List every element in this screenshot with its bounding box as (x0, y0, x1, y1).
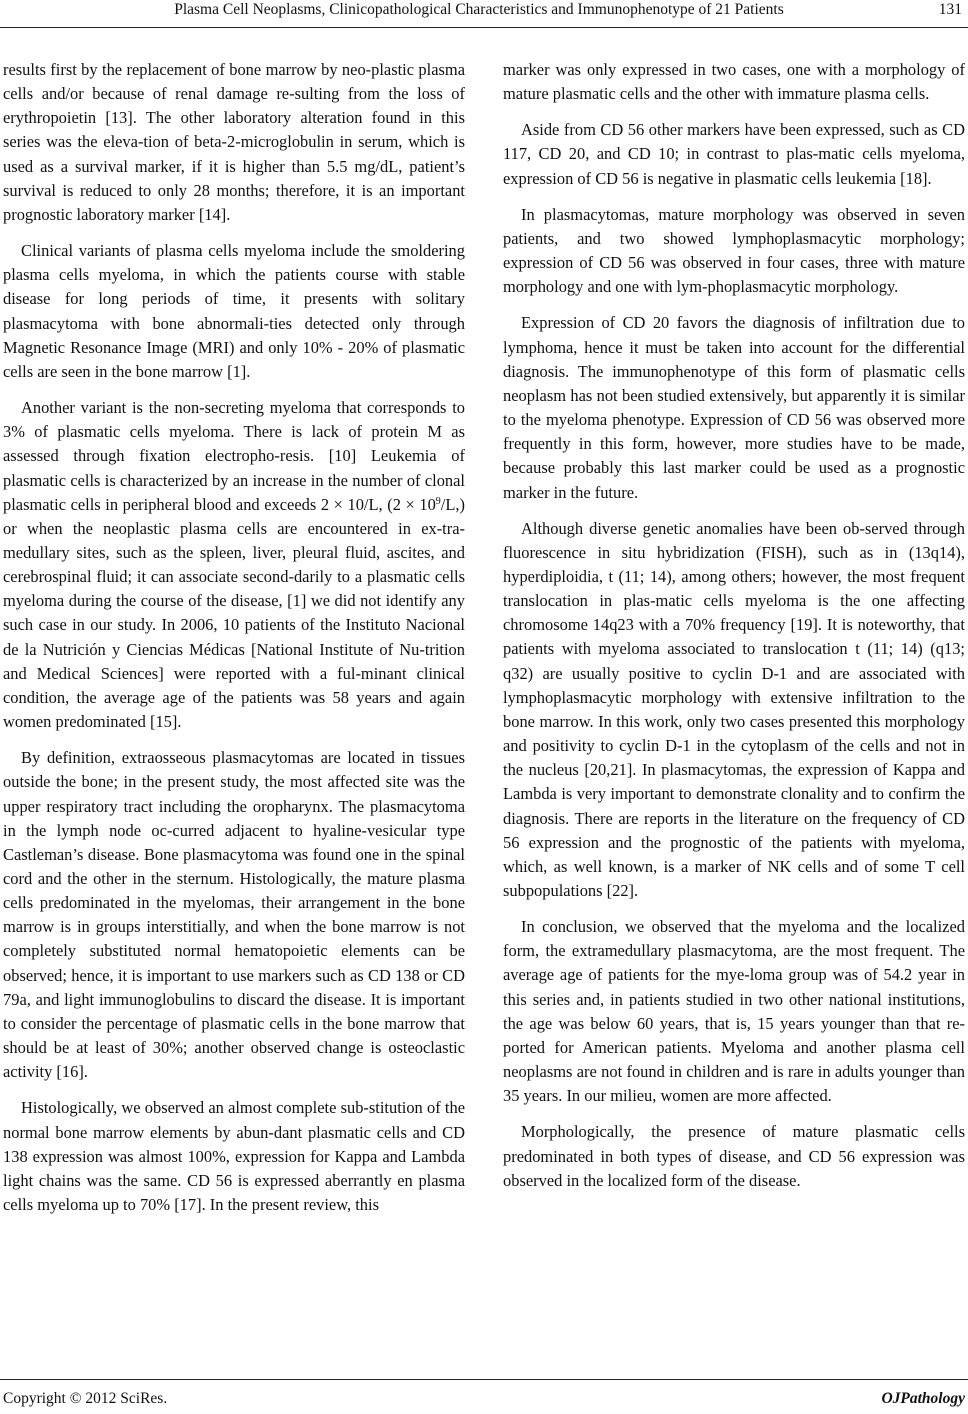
paragraph-text: /L,) or when the neoplastic plasma cells are encountered in ex-tra-medullary sites, such as the spleen, liver, pleural fluid, ascites, and cerebrospinal fluid; it can associate second-darily to a plasmatic cells myeloma during the course of the disease, [1] we did not identify any such case in our study. In 2006, 10 patients of the Instituto Nacional de la Nutrición y Ciencias Médicas [National Institute of Nu-trition and Medical Sciences] were reported with a ful-minant clinical condition, the average age of the patients was 58 years and again women predominated [15]. (3, 494, 465, 732)
paragraph (3, 396, 465, 734)
copyright-notice: Copyright © 2012 SciRes. (3, 1390, 168, 1407)
paragraph: Aside from CD 56 other markers have been expressed, such as CD 117, CD 20, and CD 10; in contrast to plas-matic cells myeloma, expression of CD 56 is negative in plasmatic cells leukemia [18]. (503, 120, 965, 188)
running-header (40, 0, 968, 24)
paragraph: Clinical variants of plasma cells myeloma include the smoldering plasma cells myeloma, in which the patients course with stable disease for long periods of time, it presents with solitary plasmacytoma with bone abnormali-ties detected only through Magnetic Resonance Image (MRI) and only 10% - 20% of plasmatic cells are seen in the bone marrow [1]. (3, 241, 465, 381)
superscript: 9 (435, 495, 441, 507)
page-footer (3, 1389, 965, 1411)
left-column (3, 58, 465, 1229)
paragraph: marker was only expressed in two cases, one with a morphology of mature plasmatic cells and the other with immature plasma cells. (503, 60, 965, 104)
paragraph: results first by the replacement of bone marrow by neo-plastic plasma cells and/or because of renal damage re-sulting from the loss of erythropoietin [13]. The other laboratory alteration found in this series was the eleva-tion of beta-2-microglobulin in serum, which is used as a survival marker, if it is higher than 5.5 mg/dL, patient’s survival is reduced to only 28 months; therefore, it is an important prognostic laboratory marker [14]. (3, 60, 465, 224)
right-column (503, 58, 965, 1205)
paragraph: Morphologically, the presence of mature plasmatic cells predominated in both types of disease, and CD 56 expression was observed in the localized form of the disease. (503, 1122, 965, 1190)
journal-name: OJPathology (881, 1390, 965, 1407)
paragraph: In conclusion, we observed that the myeloma and the localized form, the extramedullary plasmacytoma, are the most frequent. The average age of patients for the mye-loma group was of 54.2 year in this series and, in patients studied in two other national institutions, the age was below 60 years, that is, 15 years younger than that re-ported for American patients. Myeloma and another plasma cell neoplasms are not found in children and is rare in adults younger than 35 years. In our milieu, women are more affected. (503, 917, 965, 1106)
paragraph: Expression of CD 20 favors the diagnosis of infiltration due to lymphoma, hence it must be taken into account for the differential diagnosis. The immunophenotype of this form of plasmatic cells neoplasm has not been studied extensively, but apparently it is similar to the myeloma phenotype. Expression of CD 56 was observed more frequently in this form, however, more studies have to be made, because probably this last marker could be used as a prognostic marker in the future. (503, 313, 965, 502)
paragraph: By definition, extraosseous plasmacytomas are located in tissues outside the bone; in the present study, the most affected site was the upper respiratory tract including the oropharynx. The plasmacytoma in the lymph node oc-curred adjacent to hyaline-vesicular type Castleman’s disease. Bone plasmacytoma was found one in the spinal cord and the other in the sternum. Histologically, the mature plasma cells predominated in the myelomas, their arrangement in the bone marrow is in groups interstitially, and when the bone marrow is not completely substituted normal hematopoietic elements can be observed; hence, it is important to use markers such as CD 138 or CD 79a, and light immunoglobulins to discard the disease. It is important to consider the percentage of plasmatic cells in the bone marrow that should be at least of 30%; another observed change is osteoclastic activity [16]. (3, 748, 465, 1082)
paragraph: In plasmacytomas, mature morphology was observed in seven patients, and two showed lymphoplasmacytic morphology; expression of CD 56 was observed in four cases, three with mature morphology and one with lym-phoplasmacytic morphology. (503, 204, 965, 297)
page-number: 131 (938, 1, 962, 18)
running-title: Plasma Cell Neoplasms, Clinicopathological Characteristics and Immunophenotype of 21 Patients (174, 1, 784, 18)
paragraph-text: Another variant is the non-secreting myeloma that corresponds to 3% of plasmatic cells myeloma. There is lack of protein M as assessed through fixation electropho-resis. [10] Leukemia of plasmatic cells is characterized by an increase in the number of clonal plasmatic cells in peripheral blood and exceeds 2 × 10/L, (2 × 10 (3, 398, 465, 514)
header-rule (0, 27, 968, 28)
paragraph: Histologically, we observed an almost complete sub-stitution of the normal bone marrow elements by abun-dant plasmatic cells and CD 138 expression was almost 100%, expression for Kappa and Lambda light chains was the same. CD 56 is expressed aberrantly en plasma cells myeloma up to 70% [17]. In the present review, this (3, 1098, 465, 1215)
footer-rule (0, 1379, 968, 1380)
paragraph: Although diverse genetic anomalies have been ob-served through fluorescence in situ hybridization (FISH), such as in (13q14), hyperdiploidia, t (11; 14), among others; however, the most frequent translocation in plas-matic cells myeloma is the one affecting chromosome 14q23 with a 70% frequency [19]. It is noteworthy, that patients with myeloma associated to translocation t (11; 14) (q13; q32) are usually positive to cyclin D-1 and are associated with lymphoplasmacytic morphology with extensive infiltration to the bone marrow. In this work, only two cases presented this morphology and positivity to cyclin D-1 in the cytoplasm of the cells and not in the nucleus [20,21]. In plasmacytomas, the expression of Kappa and Lambda is very important to demonstrate clonality and to confirm the diagnosis. There are reports in the literature on the frequency of CD 56 expression and the prognostic of the patients with myeloma, which, as well known, is a marker of NK cells and of some T cell subpopulations [22]. (503, 518, 965, 900)
